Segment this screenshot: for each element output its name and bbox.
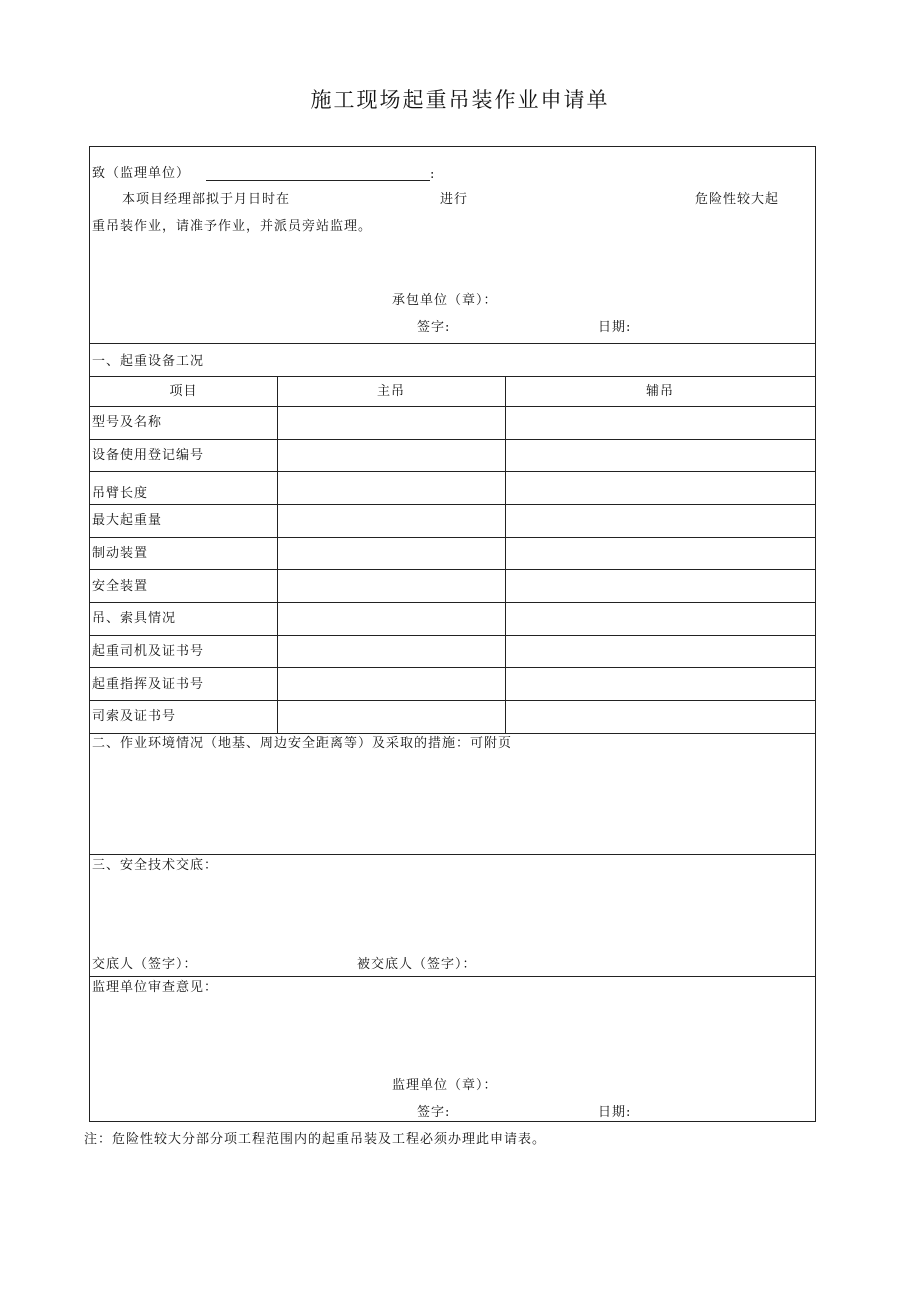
header-main-crane: 主吊 [376,384,405,399]
divider [90,667,815,668]
divider [90,602,815,603]
row-label-max-load: 最大起重量 [92,513,163,528]
application-text-line2: 重吊装作业，请准予作业，并派员旁站监理。 [92,219,373,234]
divider [90,569,815,570]
divider [90,635,815,636]
divider [90,700,815,701]
equipment-section-title: 一、起重设备工况 [92,354,205,369]
divider [90,376,815,377]
row-label-boom-length: 吊臂长度 [92,486,149,501]
divider [90,343,815,344]
divider [90,504,815,505]
divider [90,471,815,472]
row-label-model: 型号及名称 [92,415,163,430]
supervision-seal-label: 监理单位（章）： [392,1078,498,1093]
recipient-sign-label: 被交底人（签字）： [357,957,477,972]
contractor-date-label: 日期: [598,320,632,335]
divider [90,976,815,977]
footnote: 注：危险性较大分部分项工程范围内的起重吊装及工程必须办理此申请表。 [84,1132,547,1147]
column-divider [277,376,278,733]
divider [90,439,815,440]
supervision-sign-label: 签字: [417,1105,451,1120]
row-label-signalman: 起重指挥及证书号 [92,677,205,692]
row-label-registration-number: 设备使用登记编号 [92,448,205,463]
header-item: 项目 [169,384,198,399]
divider [90,537,815,538]
contractor-seal-label: 承包单位（章）： [392,293,498,308]
to-colon: : [430,167,436,182]
application-text-part2: 进行 [440,192,469,207]
divider [90,406,815,407]
row-label-rigger: 司索及证书号 [92,709,177,724]
environment-section-title: 二、作业环境情况（地基、周边安全距离等）及采取的措施：可附页 [92,736,513,751]
contractor-sign-label: 签字: [417,320,451,335]
column-divider [505,376,506,733]
page-title: 施工现场起重吊装作业申请单 [310,88,610,112]
divider [90,854,815,855]
safety-section-title: 三、安全技术交底： [92,858,219,873]
row-label-rigging: 吊、索具情况 [92,611,177,626]
to-supervision-label: 致（监理单位） [92,166,191,181]
header-aux-crane: 辅吊 [645,384,674,399]
row-label-crane-operator: 起重司机及证书号 [92,644,205,659]
row-label-brake-device: 制动装置 [92,546,149,561]
discloser-sign-label: 交底人（签字）： [92,957,198,972]
divider [90,733,815,734]
supervision-opinion-label: 监理单位审查意见： [92,980,219,995]
application-text-part1: 本项目经理部拟于月日时在 [122,192,291,207]
application-text-part3: 危险性较大起 [695,192,780,207]
row-label-safety-device: 安全装置 [92,579,149,594]
supervision-unit-blank[interactable] [206,180,430,181]
supervision-date-label: 日期: [598,1105,632,1120]
form-table [89,146,816,1122]
